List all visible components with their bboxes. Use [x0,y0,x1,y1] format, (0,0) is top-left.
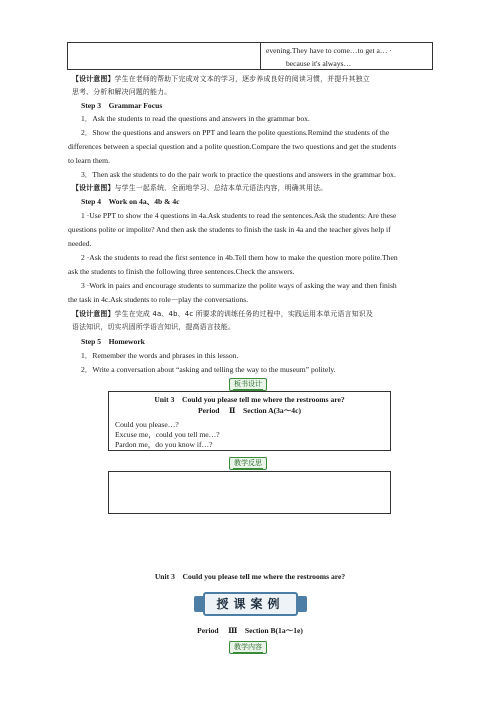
step4-item-3-line-2: the task in 4c.Ask students to role－play the conversations. [68,295,249,304]
table-cell-line-1: evening.They have to come…to get a… · [266,46,392,55]
step3-item-2-line-3: to learn them. [68,156,110,165]
banner-title: 授课案例 [203,592,298,616]
design-intent-label: 【设计意图】 [72,75,115,83]
step4-heading: Step 4 Work on 4a、4b & 4c [81,197,180,206]
table-divider [260,43,261,69]
board-design-badge-text: 板书设计 [234,380,262,388]
design-intent-1-line-1 [72,74,370,84]
period-line: Period Ⅲ Section B(1a～1e) [197,626,303,635]
step4-item-1-line-1: 1 ·Use PPT to show the 4 questions in 4a.Ask students to read the sentences.Ask the students: Are these [81,211,397,220]
design-intent-text: 学生在老师的帮助下完成对文本的学习，逐步养成良好的阅读习惯，并提升其独立 [114,75,370,83]
step5-item-2: 2．Write a conversation about “asking and telling the way to the museum” politely. [81,365,336,374]
step3-heading: Step 3 Grammar Focus [81,101,163,110]
top-table [67,42,433,70]
step3-item-1: 1．Ask the students to read the questions and answers in the grammar box. [81,114,310,123]
step3-item-2-line-1: 2．Show the questions and answers on PPT and learn the polite questions.Remind the students of the [81,128,390,137]
design-intent-text: 学生在完成 4a、4b、4c 所要求的训练任务的过程中，实践运用本单元语言知识及 [114,310,373,318]
reflection-badge-text: 教学反思 [234,459,262,467]
step4-item-3-line-1: 3 ·Work in pairs and encourage students to summarize the polite ways of asking the way and then finish [81,281,397,290]
design-intent-2 [72,183,327,193]
step4-item-2-line-2: ask the students to finish the following three sentences.Check the answers. [68,267,295,276]
teaching-content-badge [229,641,267,654]
design-intent-3-line-1 [72,309,373,319]
board-line-1: Could you please…? [115,420,179,429]
design-intent-text: 与学生一起系统、全面地学习、总结本单元语法内容，明确其用法。 [114,184,328,192]
reflection-box [108,471,391,514]
design-intent-3-line-2: 语法知识，切实巩固所学语言知识，提高语言技能。 [72,323,236,331]
board-title: Unit 3 Could you please tell me where the restrooms are? [154,395,345,404]
design-intent-label: 【设计意图】 [72,310,115,318]
board-design-badge [229,378,267,391]
reflection-badge [229,457,267,470]
step5-heading: Step 5 Homework [81,337,145,346]
table-cell-line-2: because it's always… [286,59,352,68]
step4-item-1-line-3: needed. [68,239,92,248]
teaching-content-badge-text: 教学内容 [234,643,262,651]
step3-item-3: 3．Then ask the students to do the pair work to practice the questions and answers in the grammar box. [81,170,396,179]
step3-item-2-line-2: differences between a special question and a polite question.Compare the two questions and get the students [68,142,397,151]
step5-item-1: 1．Remember the words and phrases in this lesson. [81,351,239,360]
board-subtitle: Period Ⅱ Section A(3a～4c) [198,406,301,415]
board-line-3: Pardon me，do you know if…? [115,440,213,449]
step4-item-2-line-1: 2 ·Ask the students to read the first sentence in 4b.Tell them how to make the question more polite.Then [81,253,398,262]
lesson-case-banner [193,590,308,618]
board-design-box [108,391,391,451]
design-intent-1-line-2: 思考、分析和解决问题的能力。 [72,88,172,96]
design-intent-label: 【设计意图】 [72,184,115,192]
step4-item-1-line-2: questions polite or impolite? And then ask the students to finish the task in 4a and the teacher gives help if [68,225,391,234]
board-line-2: Excuse me，could you tell me…? [115,430,220,439]
unit-title: Unit 3 Could you please tell me where the restrooms are? [154,572,346,581]
